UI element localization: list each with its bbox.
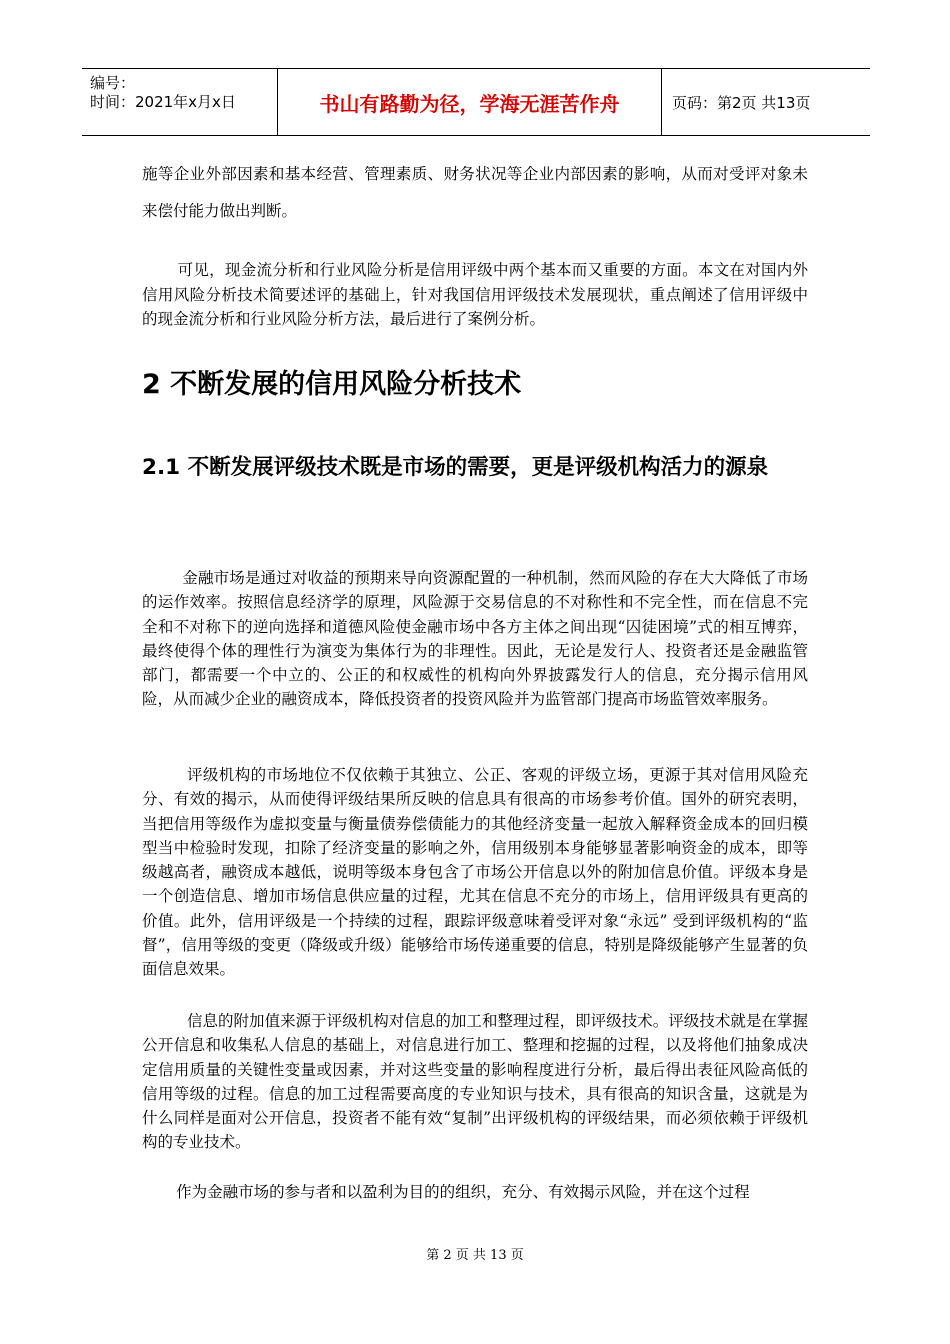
body-paragraph-2: 金融市场是通过对收益的预期来导向资源配置的一种机制，然而风险的存在大大降低了市场的运作效率。按照信息经济学的原理，风险源于交易信息的不对称性和不完全性，而在信息不完全和不对称下的逆向选择和道德风险使金融市场中各方主体之间出现“囚徒困境”式的相互博弈，最终使得个体的理性行为演变为集体行为的非理性。因此，无论是发行人、投资者还是金融监管部门，都需要一个中立的、公正的和权威性的机构向外界披露发行人的信息，充分揭示信用风险，从而减少企业的融资成本，降低投资者的投资风险并为监管部门提高市场监管效率服务。	[142, 569, 808, 709]
body-paragraph-4: 信息的附加值来源于评级机构对信息的加工和整理过程，即评级技术。评级技术就是在掌握公开信息和收集私人信息的基础上，对信息进行加工、整理和挖掘的过程，以及将他们抽象成决定信用质量的关键性变量或因素，并对这些变量的影响程度进行分析，最后得出表征风险高低的信用等级的过程。信息的加工过程需要高度的专业知识与技术，具有很高的知识含量，这就是为什么同样是面对公开信息，投资者不能有效“复制”出评级机构的评级结果，而必须依赖于评级机构的专业技术。	[142, 1012, 808, 1152]
page-footer: 第 2 页 共 13 页	[426, 1248, 524, 1263]
header-motto: 书山有路勤为径，学海无涯苦作舟	[278, 69, 662, 135]
header-page-code: 页码：第2页 共13页	[672, 93, 811, 112]
body-paragraph-0: 施等企业外部因素和基本经营、管理素质、财务状况等企业内部因素的影响，从而对受评对象未来偿付能力做出判断。	[142, 165, 808, 220]
body-paragraph-1: 可见，现金流分析和行业风险分析是信用评级中两个基本而又重要的方面。本文在对国内外信用风险分析技术简要述评的基础上，针对我国信用评级技术发展现状，重点阐述了信用评级中的现金流分析和行业风险分析方法，最后进行了案例分析。	[142, 261, 808, 328]
header-meta	[82, 69, 278, 135]
page-header	[82, 68, 870, 136]
body-paragraph-3: 评级机构的市场地位不仅依赖于其独立、公正、客观的评级立场，更源于其对信用风险充分、有效的揭示，从而使得评级结果所反映的信息具有很高的市场参考价值。国外的研究表明，当把信用等级作为虚拟变量与衡量债券偿债能力的其他经济变量一起放入解释资金成本的回归模型当中检验时发现，扣除了经济变量的影响之外，信用级别本身能够显著影响资金的成本，即等级越高者，融资成本越低，说明等级本身包含了市场公开信息以外的附加信息价值。评级本身是一个创造信息、增加市场信息供应量的过程，尤其在信息不充分的市场上，信用评级具有更高的价值。此外，信用评级是一个持续的过程，跟踪评级意味着受评对象“永远” 受到评级机构的“监督”，信用等级的变更（降级或升级）能够给市场传递重要的信息，特别是降级能够产生显著的负面信息效果。	[142, 766, 808, 979]
section-heading-2: 2 不断发展的信用风险分析技术	[142, 369, 522, 400]
header-number-label: 编号：	[90, 74, 136, 92]
subsection-heading-2-1: 2.1 不断发展评级技术既是市场的需要，更是评级机构活力的源泉	[142, 455, 769, 480]
body-paragraph-5: 作为金融市场的参与者和以盈利为目的的组织，充分、有效揭示风险，并在这个过程	[176, 1183, 750, 1201]
header-time-label: 时间：2021年x月x日	[90, 93, 236, 111]
